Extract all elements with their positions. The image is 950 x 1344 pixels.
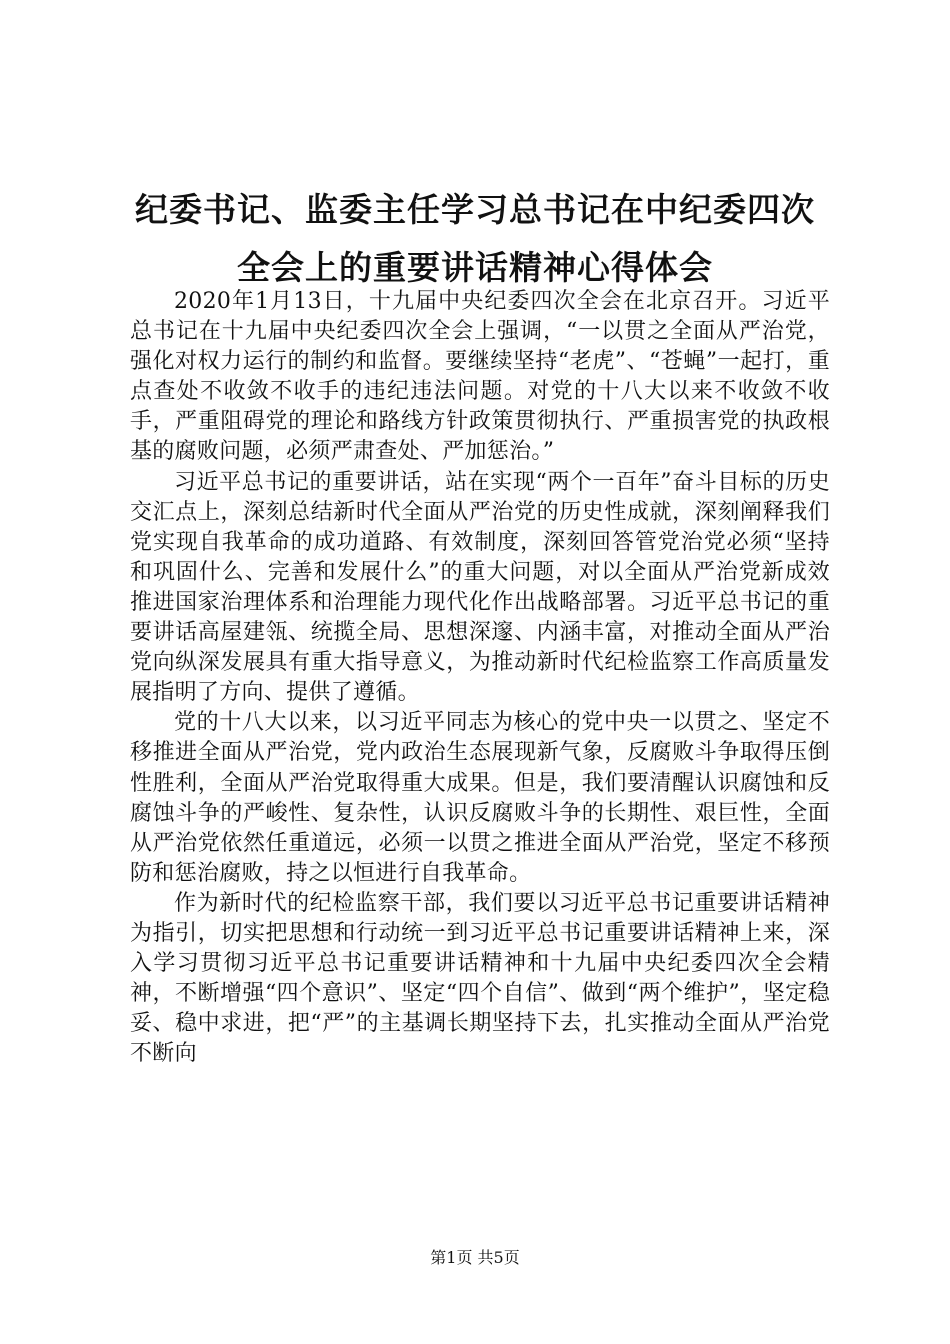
paragraph-1: 2020年1月13日，十九届中央纪委四次全会在北京召开。习近平总书记在十九届中央纪委四次全会上强调，“一以贯之全面从严治党，强化对权力运行的制约和监督。要继续坚持“老虎”、“苍蝇”一起打，重点查处不收敛不收手的违纪违法问题。对党的十八大以来不收敛不收手，严重阻碍党的理论和路线方针政策贯彻执行、严重损害党的执政根基的腐败问题，必须严肃查处、严加惩治。” xyxy=(130,289,830,465)
page-number-footer: 第1页 共5页 xyxy=(430,1248,520,1267)
document-body xyxy=(130,287,830,1069)
page-title-line-2: 全会上的重要讲话精神心得体会 xyxy=(237,248,713,287)
page-title-line-1: 纪委书记、监委主任学习总书记在中纪委四次 xyxy=(135,190,815,229)
paragraph-4: 作为新时代的纪检监察干部，我们要以习近平总书记重要讲话精神为指引，切实把思想和行动统一到习近平总书记重要讲话精神上来，深入学习贯彻习近平总书记重要讲话精神和十九届中央纪委四次全会精神，不断增强“四个意识”、坚定“四个自信”、做到“两个维护”，坚定稳妥、稳中求进，把“严”的主基调长期坚持下去，扎实推动全面从严治党不断向 xyxy=(130,890,830,1067)
paragraph-2: 习近平总书记的重要讲话，站在实现“两个一百年”奋斗目标的历史交汇点上，深刻总结新时代全面从严治党的历史性成就，深刻阐释我们党实现自我革命的成功道路、有效制度，深刻回答管党治党必须“坚持和巩固什么、完善和发展什么”的重大问题，对以全面从严治党新成效推进国家治理体系和治理能力现代化作出战略部署。习近平总书记的重要讲话高屋建瓴、统揽全局、思想深邃、内涵丰富，对推动全面从严治党向纵深发展具有重大指导意义，为推动新时代纪检监察工作高质量发展指明了方向、提供了遵循。 xyxy=(130,469,830,706)
paragraph-3: 党的十八大以来，以习近平同志为核心的党中央一以贯之、坚定不移推进全面从严治党，党内政治生态展现新气象，反腐败斗争取得压倒性胜利，全面从严治党取得重大成果。但是，我们要清醒认识腐蚀和反腐蚀斗争的严峻性、复杂性，认识反腐败斗争的长期性、艰巨性，全面从严治党依然任重道远，必须一以贯之推进全面从严治党，坚定不移预防和惩治腐败，持之以恒进行自我革命。 xyxy=(130,710,830,886)
